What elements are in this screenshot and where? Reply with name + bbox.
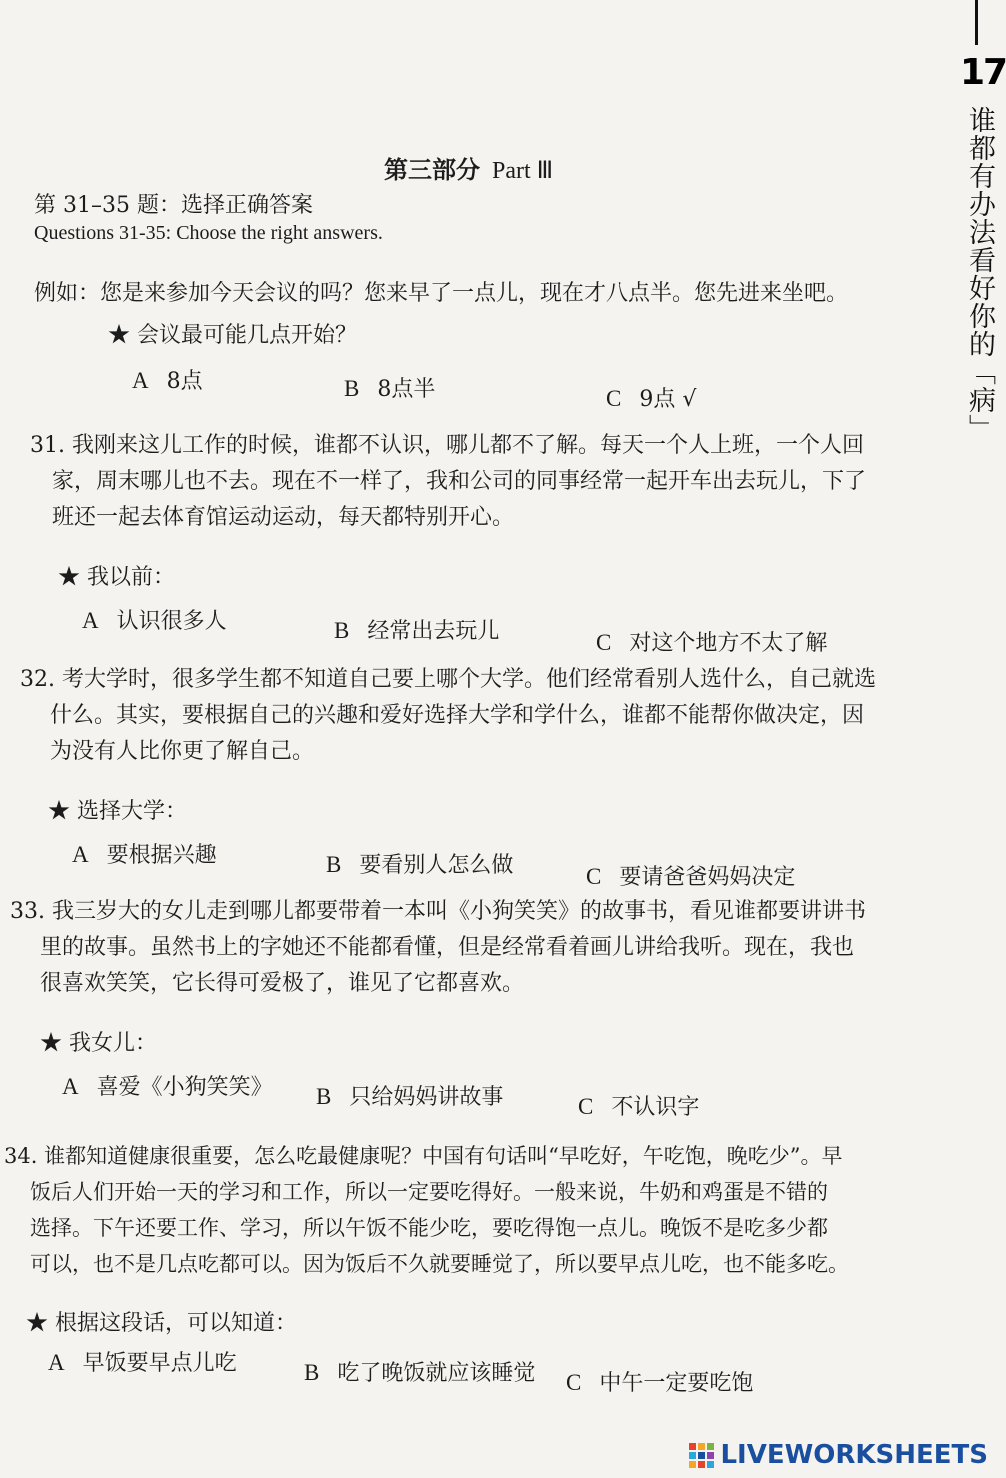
logo-square	[698, 1452, 705, 1459]
option-key: C	[586, 864, 602, 889]
question-31-prompt: ★ 我以前：	[58, 560, 175, 591]
question-33-passage	[10, 894, 866, 1002]
passage-line: 33. 我三岁大的女儿走到哪儿都要带着一本叫《小狗笑笑》的故事书，看见谁都要讲讲书	[10, 899, 866, 924]
logo-grid-icon	[689, 1443, 714, 1468]
passage-line: 为没有人比你更了解自己。	[50, 739, 315, 764]
passage-line: 饭后人们开始一天的学习和工作，所以一定要吃得好。一般来说，牛奶和鸡蛋是不错的	[30, 1180, 828, 1204]
brand-name: LIVEWORKSHEETS	[720, 1440, 988, 1470]
option-text: 喜爱《小狗笑笑》	[96, 1075, 273, 1100]
section-title-en: Part Ⅲ	[492, 158, 554, 184]
logo-square	[689, 1461, 696, 1468]
question-34-option-c[interactable]	[566, 1366, 753, 1397]
example-question: ★ 会议最可能几点开始？	[108, 318, 357, 349]
question-33-option-c[interactable]	[578, 1090, 699, 1121]
option-key: C	[606, 386, 622, 411]
question-32-option-c[interactable]	[586, 860, 795, 891]
passage-line: 很喜欢笑笑，它长得可爱极了，谁见了它都喜欢。	[40, 971, 525, 996]
option-text: 要看别人怎么做	[359, 853, 514, 878]
example-option-b[interactable]	[344, 372, 435, 403]
question-32-passage	[20, 662, 876, 770]
question-34-option-a[interactable]	[48, 1346, 237, 1377]
chapter-title: 谁都有办法看好你的「病」	[964, 106, 995, 442]
option-key: C	[596, 630, 612, 655]
option-text: 8点半	[377, 377, 436, 402]
option-key: C	[578, 1094, 594, 1119]
option-text: 只给妈妈讲故事	[349, 1085, 504, 1110]
example-text: 例如：您是来参加今天会议的吗？您来早了一点儿，现在才八点半。您先进来坐吧。	[34, 281, 849, 306]
logo-square	[698, 1461, 705, 1468]
option-key: B	[334, 618, 350, 643]
question-31-option-c[interactable]	[596, 626, 827, 657]
example-option-a[interactable]	[132, 364, 203, 395]
passage-line: 34. 谁都知道健康很重要，怎么吃最健康呢？中国有句话叫“早吃好，午吃饱，晚吃少”。早	[4, 1144, 843, 1168]
logo-square	[707, 1443, 714, 1450]
logo-square	[707, 1461, 714, 1468]
example-option-c[interactable]	[606, 382, 696, 413]
liveworksheets-logo[interactable]	[689, 1440, 988, 1470]
option-key: A	[72, 842, 89, 867]
option-text: 9点 √	[639, 387, 697, 412]
margin-rule	[975, 0, 978, 45]
option-key: A	[48, 1350, 65, 1375]
option-key: B	[316, 1084, 332, 1109]
question-31-passage	[30, 428, 866, 536]
passage-line: 可以，也不是几点吃都可以。因为饭后不久就要睡觉了，所以要早点儿吃，也不能多吃。	[30, 1252, 849, 1276]
option-text: 认识很多人	[116, 609, 227, 634]
section-title-cn: 第三部分	[384, 156, 480, 184]
question-32-prompt: ★ 选择大学：	[48, 794, 187, 825]
question-33-option-a[interactable]	[62, 1070, 273, 1101]
option-text: 中午一定要吃饱	[599, 1371, 754, 1396]
option-key: B	[304, 1360, 320, 1385]
option-text: 要请爸爸妈妈决定	[619, 865, 796, 890]
option-text: 不认识字	[611, 1095, 700, 1120]
passage-line: 32. 考大学时，很多学生都不知道自己要上哪个大学。他们经常看别人选什么，自己就选	[20, 667, 876, 692]
option-text: 早饭要早点儿吃	[82, 1351, 237, 1376]
question-34-passage	[4, 1138, 849, 1282]
option-key: A	[82, 608, 99, 633]
option-text: 对这个地方不太了解	[629, 631, 828, 656]
option-key: C	[566, 1370, 582, 1395]
question-32-option-a[interactable]	[72, 838, 217, 869]
passage-line: 班还一起去体育馆运动运动，每天都特别开心。	[52, 505, 515, 530]
option-key: A	[132, 368, 149, 393]
logo-square	[689, 1443, 696, 1450]
passage-line: 什么。其实，要根据自己的兴趣和爱好选择大学和学什么，谁都不能帮你做决定，因	[50, 703, 865, 728]
option-text: 8点	[166, 369, 203, 394]
section-title	[384, 150, 553, 185]
question-34-prompt: ★ 根据这段话，可以知道：	[26, 1306, 297, 1337]
passage-line: 里的故事。虽然书上的字她还不能都看懂，但是经常看着画儿讲给我听。现在，我也	[40, 935, 855, 960]
question-33-prompt: ★ 我女儿：	[40, 1026, 157, 1057]
chapter-number: 17	[960, 52, 1006, 93]
question-31-option-a[interactable]	[82, 604, 227, 635]
passage-line: 31. 我刚来这儿工作的时候，谁都不认识，哪儿都不了解。每天一个人上班，一个人回	[30, 433, 864, 458]
question-31-option-b[interactable]	[334, 614, 499, 645]
question-33-option-b[interactable]	[316, 1080, 503, 1111]
passage-line: 选择。下午还要工作、学习，所以午饭不能少吃，要吃得饱一点儿。晚饭不是吃多少都	[30, 1216, 828, 1240]
logo-square	[698, 1443, 705, 1450]
question-32-option-b[interactable]	[326, 848, 513, 879]
option-key: B	[344, 376, 360, 401]
option-key: B	[326, 852, 342, 877]
option-text: 要根据兴趣	[106, 843, 217, 868]
option-text: 吃了晚饭就应该睡觉	[337, 1361, 536, 1386]
option-text: 经常出去玩儿	[367, 619, 500, 644]
passage-line: 家，周末哪儿也不去。现在不一样了，我和公司的同事经常一起开车出去玩儿，下了	[52, 469, 867, 494]
instruction-cn: 第 31–35 题：选择正确答案	[34, 193, 313, 218]
option-key: A	[62, 1074, 79, 1099]
logo-square	[707, 1452, 714, 1459]
instruction-en: Questions 31-35: Choose the right answers.	[34, 222, 383, 244]
logo-square	[689, 1452, 696, 1459]
question-34-option-b[interactable]	[304, 1356, 535, 1387]
